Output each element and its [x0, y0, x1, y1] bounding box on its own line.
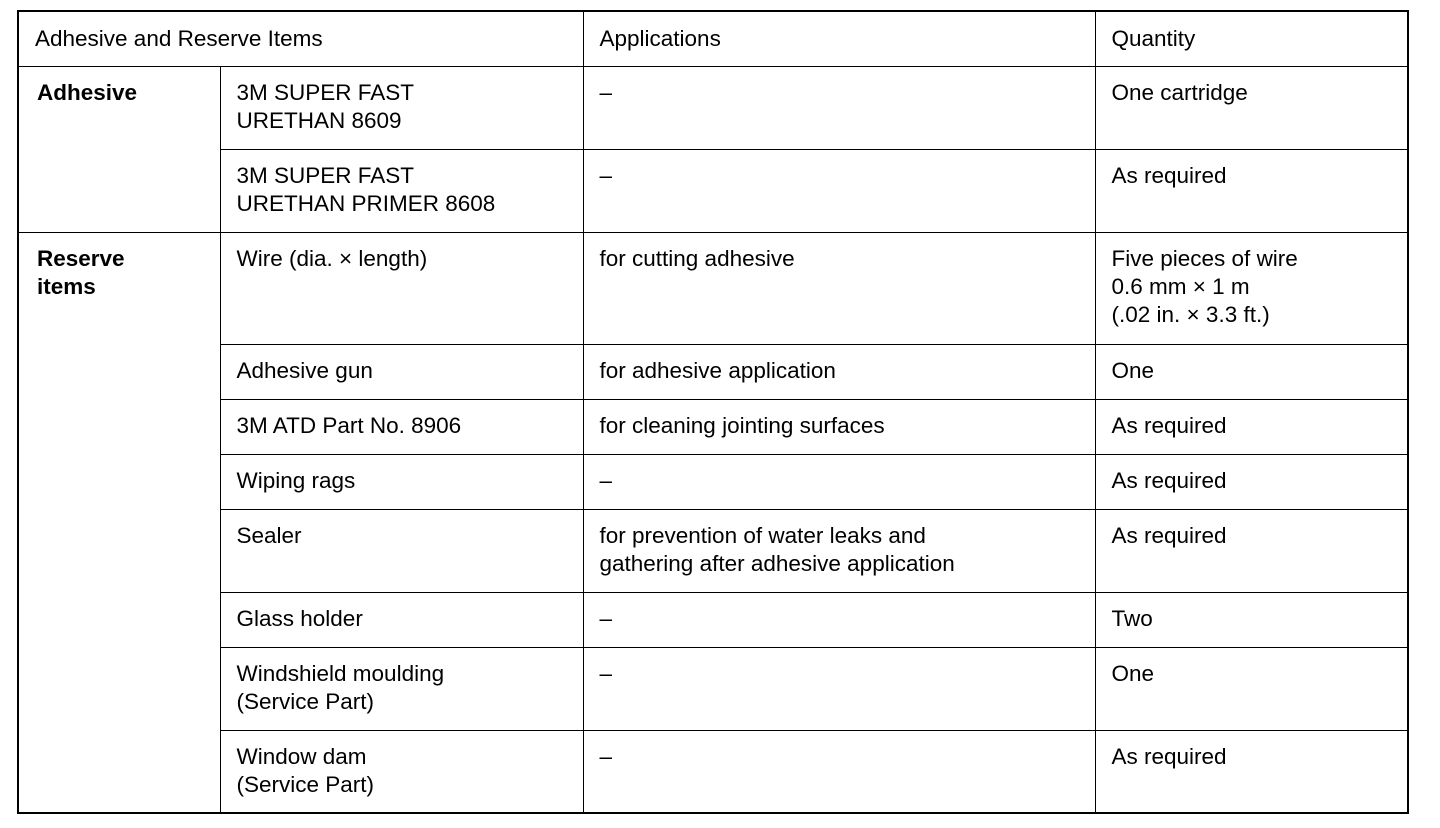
quantity-cell: One [1095, 344, 1408, 399]
table-row [18, 149, 1408, 232]
application-cell: – [583, 149, 1095, 232]
item-cell: Wire (dia. × length) [220, 232, 583, 344]
table-row [18, 344, 1408, 399]
group-label-reserve-items: Reserve items [18, 232, 220, 813]
table-row [18, 730, 1408, 813]
table-row [18, 509, 1408, 592]
application-cell: – [583, 647, 1095, 730]
quantity-cell: One [1095, 647, 1408, 730]
application-cell: for adhesive application [583, 344, 1095, 399]
group-label-adhesive: Adhesive [18, 66, 220, 232]
item-cell: Wiping rags [220, 454, 583, 509]
table-row [18, 454, 1408, 509]
quantity-cell: As required [1095, 399, 1408, 454]
quantity-cell: One cartridge [1095, 66, 1408, 149]
header-applications: Applications [583, 11, 1095, 66]
table-row [18, 592, 1408, 647]
quantity-cell: As required [1095, 454, 1408, 509]
item-cell: Sealer [220, 509, 583, 592]
item-cell: Adhesive gun [220, 344, 583, 399]
item-cell: Window dam (Service Part) [220, 730, 583, 813]
application-cell: – [583, 66, 1095, 149]
item-cell: 3M SUPER FAST URETHAN 8609 [220, 66, 583, 149]
quantity-cell: As required [1095, 509, 1408, 592]
application-cell: – [583, 592, 1095, 647]
adhesive-reserve-items-table [17, 10, 1409, 814]
table-row [18, 399, 1408, 454]
table-row [18, 232, 1408, 344]
item-cell: 3M SUPER FAST URETHAN PRIMER 8608 [220, 149, 583, 232]
application-cell: – [583, 730, 1095, 813]
application-cell: for cleaning jointing surfaces [583, 399, 1095, 454]
header-quantity: Quantity [1095, 11, 1408, 66]
table-row [18, 66, 1408, 149]
item-cell: Windshield moulding (Service Part) [220, 647, 583, 730]
item-cell: 3M ATD Part No. 8906 [220, 399, 583, 454]
table-row [18, 647, 1408, 730]
header-items: Adhesive and Reserve Items [18, 11, 583, 66]
quantity-cell: As required [1095, 149, 1408, 232]
application-cell: for prevention of water leaks and gathering after adhesive application [583, 509, 1095, 592]
quantity-cell: Two [1095, 592, 1408, 647]
item-cell: Glass holder [220, 592, 583, 647]
application-cell: – [583, 454, 1095, 509]
application-cell: for cutting adhesive [583, 232, 1095, 344]
quantity-cell: As required [1095, 730, 1408, 813]
quantity-cell: Five pieces of wire 0.6 mm × 1 m (.02 in. × 3.3 ft.) [1095, 232, 1408, 344]
table-header-row [18, 11, 1408, 66]
